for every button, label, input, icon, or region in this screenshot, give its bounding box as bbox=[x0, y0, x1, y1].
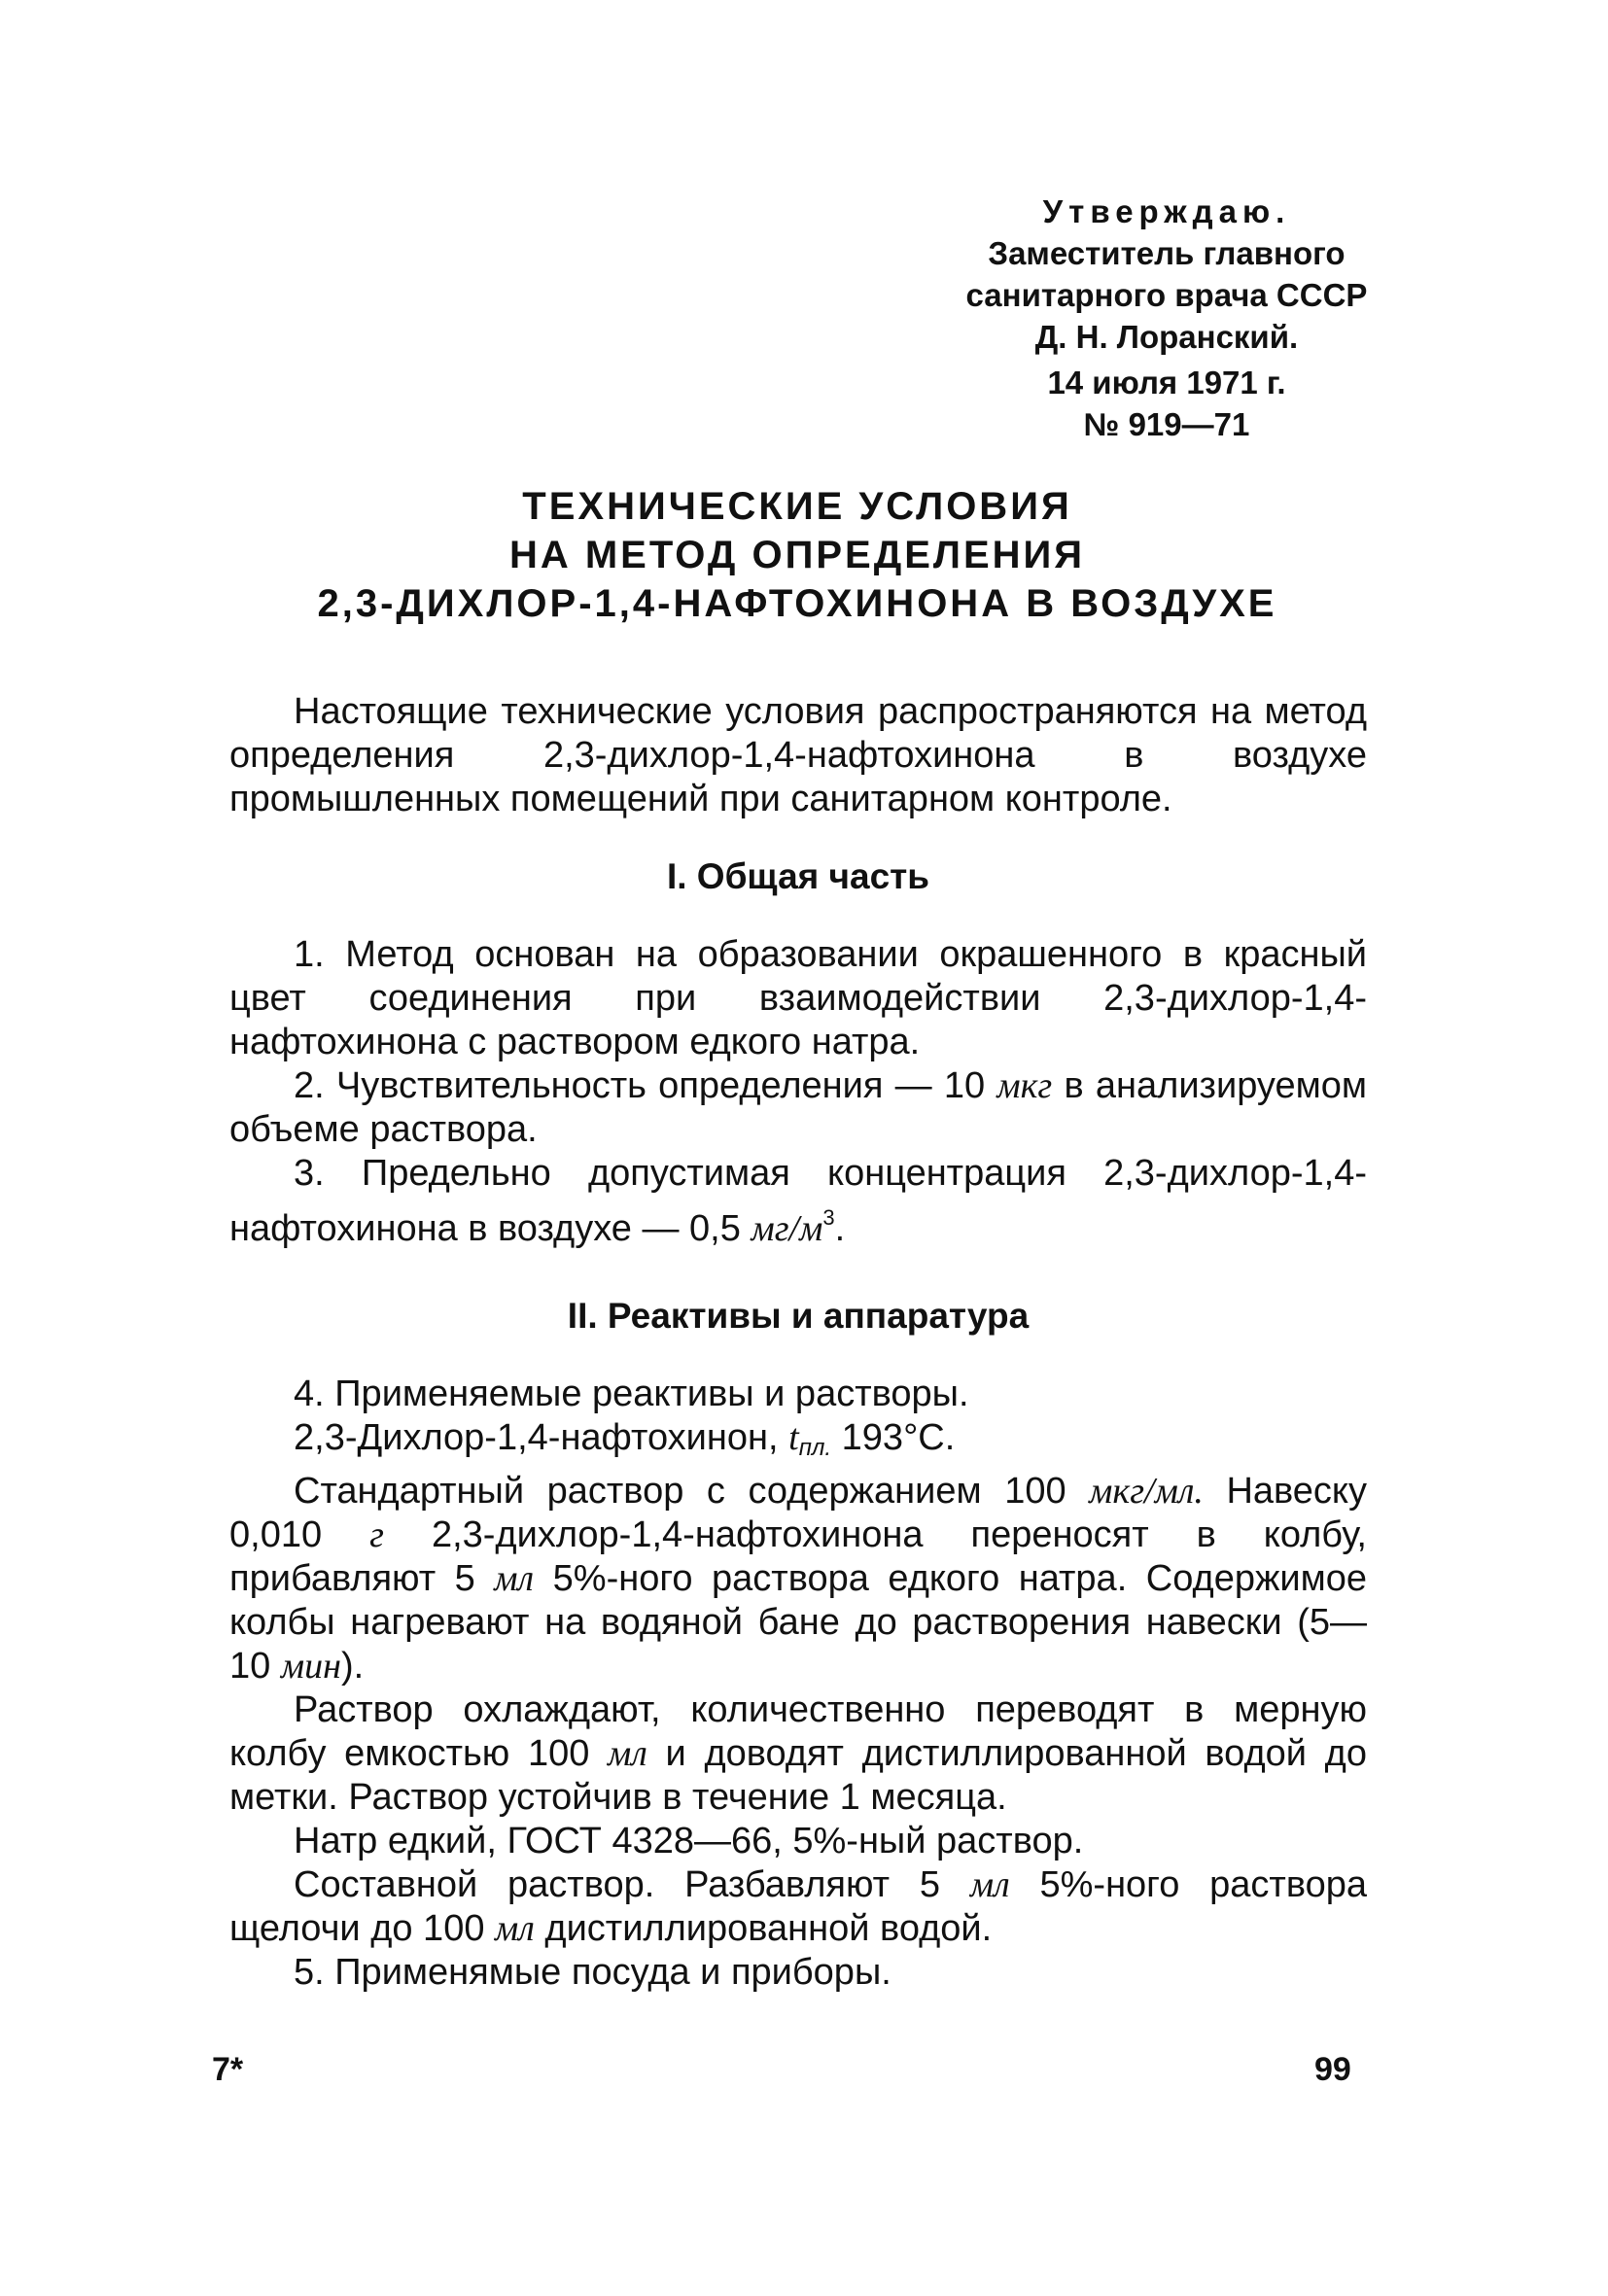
melting-point-value: 193°C. bbox=[831, 1417, 956, 1458]
reagent-naphthoquinone bbox=[229, 1416, 1367, 1470]
unit-ml: мл bbox=[494, 1558, 535, 1599]
clause-2-text-end: в анализируемом объеме раствора. bbox=[229, 1065, 1367, 1150]
signature-mark: 7* bbox=[212, 2051, 244, 2088]
approval-line: Утверждаю. bbox=[1042, 193, 1291, 229]
unit-mg-m3: мг/м bbox=[751, 1208, 823, 1249]
unit-superscript: 3 bbox=[822, 1205, 835, 1230]
unit-ml: мл bbox=[495, 1908, 535, 1949]
title-line-1: ТЕХНИЧЕСКИЕ УСЛОВИЯ bbox=[522, 485, 1072, 528]
cool-text-b: и доводят дистиллированной водой до метки. Раствор устойчив в течение 1 месяца. bbox=[229, 1733, 1367, 1818]
section-heading-reagents: II. Реактивы и аппаратура bbox=[567, 1296, 1030, 1336]
comp-text-c: дистиллированной водой. bbox=[534, 1908, 993, 1949]
title-line-2: НА МЕТОД ОПРЕДЕЛЕНИЯ bbox=[508, 534, 1086, 576]
std-text-b: Навеску 0,010 bbox=[229, 1471, 1367, 1555]
unit-ml: мл bbox=[969, 1864, 1010, 1905]
clause-5: 5. Применямые посуда и приборы. bbox=[294, 1952, 891, 1993]
melting-point-subscript: пл. bbox=[798, 1435, 832, 1461]
cool-text-a: Раствор охлаждают, количественно переводят в мерную колбу емкостью 100 bbox=[229, 1689, 1367, 1774]
std-text-a: Стандартный раствор с содержанием 100 bbox=[294, 1471, 1090, 1512]
clause-3-text: 3. Предельно допустимая концентрация 2,3-дихлор-1,4-нафтохинона в воздухе — 0,5 bbox=[229, 1153, 1367, 1249]
std-text-d: 5%-ного раствора едкого натра. Содержимое колбы нагревают на водяной бане до растворения навески (5—10 bbox=[229, 1558, 1367, 1687]
composite-solution-paragraph bbox=[229, 1863, 1367, 1951]
page-number: 99 bbox=[1314, 2051, 1351, 2088]
intro-paragraph: Настоящие технические условия распространяются на метод определения 2,3-дихлор-1,4-нафтохинона в воздухе промышленных помещений при санитарном контроле. bbox=[229, 691, 1367, 819]
unit-mkg: мкг bbox=[996, 1065, 1053, 1106]
approval-date: 14 июля 1971 г. bbox=[1047, 365, 1286, 400]
clause-1: 1. Метод основан на образовании окрашенного в красный цвет соединения при взаимодействии 2,3-дихлор-1,4-нафтохинона с раствором едкого натра. bbox=[229, 934, 1367, 1062]
cooling-paragraph bbox=[229, 1688, 1367, 1820]
unit-ml: мл bbox=[608, 1733, 647, 1774]
approval-position: Заместитель главного bbox=[988, 235, 1346, 271]
clause-4: 4. Применяемые реактивы и растворы. bbox=[294, 1374, 969, 1414]
clause-2 bbox=[229, 1064, 1367, 1152]
document-title bbox=[233, 482, 1361, 628]
std-text-c: 2,3-дихлор-1,4-нафтохинона переносят в колбу, прибавляют 5 bbox=[229, 1514, 1367, 1599]
title-line-3: 2,3-ДИХЛОР-1,4-НАФТОХИНОНА В ВОЗДУХЕ bbox=[317, 582, 1277, 625]
sodium-hydroxide-paragraph: Натр едкий, ГОСТ 4328—66, 5%-ный раствор. bbox=[294, 1821, 1084, 1861]
unit-g: г bbox=[369, 1514, 384, 1555]
approval-number: № 919—71 bbox=[1083, 406, 1250, 442]
unit-min: мин bbox=[280, 1646, 341, 1687]
clause-3 bbox=[229, 1152, 1367, 1251]
approval-signatory: Д. Н. Лоранский. bbox=[1034, 319, 1299, 355]
melting-point-symbol: t bbox=[788, 1417, 799, 1458]
clause-2-text: 2. Чувствительность определения — 10 bbox=[294, 1065, 997, 1106]
reagent-naphthoquinone-text: 2,3-Дихлор-1,4-нафтохинон, bbox=[294, 1417, 789, 1458]
clause-3-end: . bbox=[834, 1208, 846, 1249]
section-heading-general: I. Общая часть bbox=[666, 856, 930, 896]
comp-text-a: Составной раствор. Разбавляют 5 bbox=[294, 1864, 970, 1905]
standard-solution-paragraph bbox=[229, 1470, 1367, 1688]
unit-mkg-ml: мкг/мл. bbox=[1089, 1471, 1204, 1512]
comp-text-b: 5%-ного раствора щелочи до 100 bbox=[229, 1864, 1367, 1949]
std-text-e: ). bbox=[340, 1646, 365, 1687]
approval-block bbox=[914, 191, 1419, 445]
document-body bbox=[229, 690, 1367, 1995]
approval-position-cont: санитарного врача СССР bbox=[965, 277, 1368, 313]
